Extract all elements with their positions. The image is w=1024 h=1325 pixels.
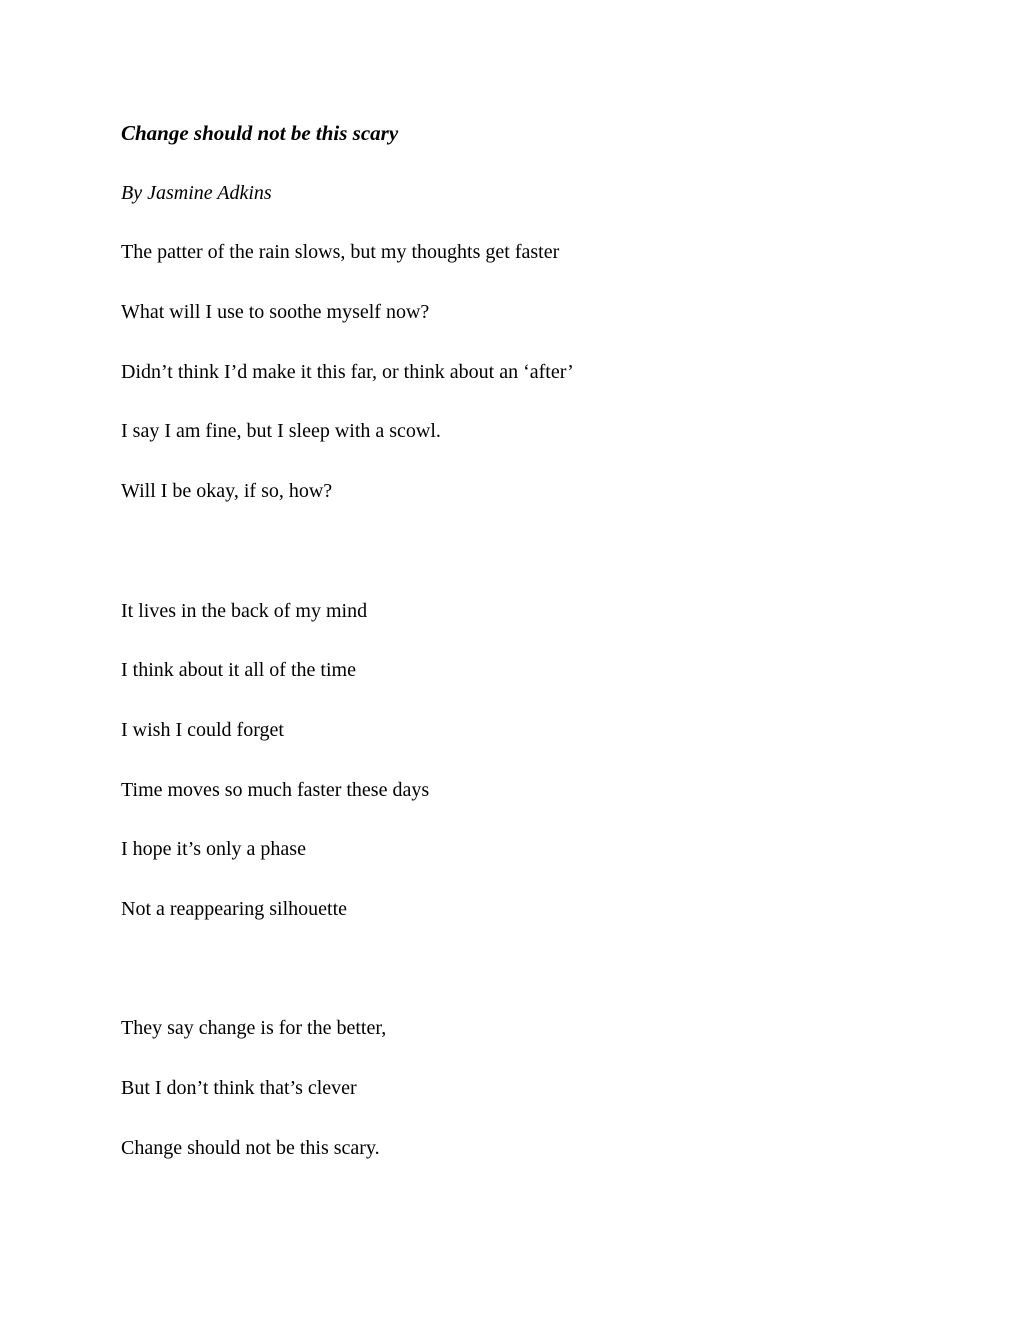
poem-line: Time moves so much faster these days [121,778,430,801]
poem-line: Didn’t think I’d make it this far, or think about an ‘after’ [121,360,574,383]
poem-body [121,118,901,1192]
poem-line: What will I use to soothe myself now? [121,301,430,324]
poem-line: Will I be okay, if so, how? [121,480,333,503]
poem-line: They say change is for the better, [121,1017,387,1040]
poem-title: Change should not be this scary [121,121,399,145]
poem-line: But I don’t think that’s clever [121,1077,357,1099]
poem-line: I hope it’s only a phase [121,838,306,861]
poem-byline: By Jasmine Adkins [121,181,272,204]
stanza-break [121,536,901,566]
poem-line: I say I am fine, but I sleep with a scowl. [121,420,441,443]
poem-line: It lives in the back of my mind [121,599,368,622]
poem-line: The patter of the rain slows, but my thoughts get faster [121,241,560,264]
poem-line: Not a reappearing silhouette [121,897,348,920]
poem-line: I wish I could forget [121,718,284,741]
poem-line: I think about it all of the time [121,659,356,682]
poem-line: Change should not be this scary. [121,1136,380,1159]
stanza-break [121,954,901,984]
